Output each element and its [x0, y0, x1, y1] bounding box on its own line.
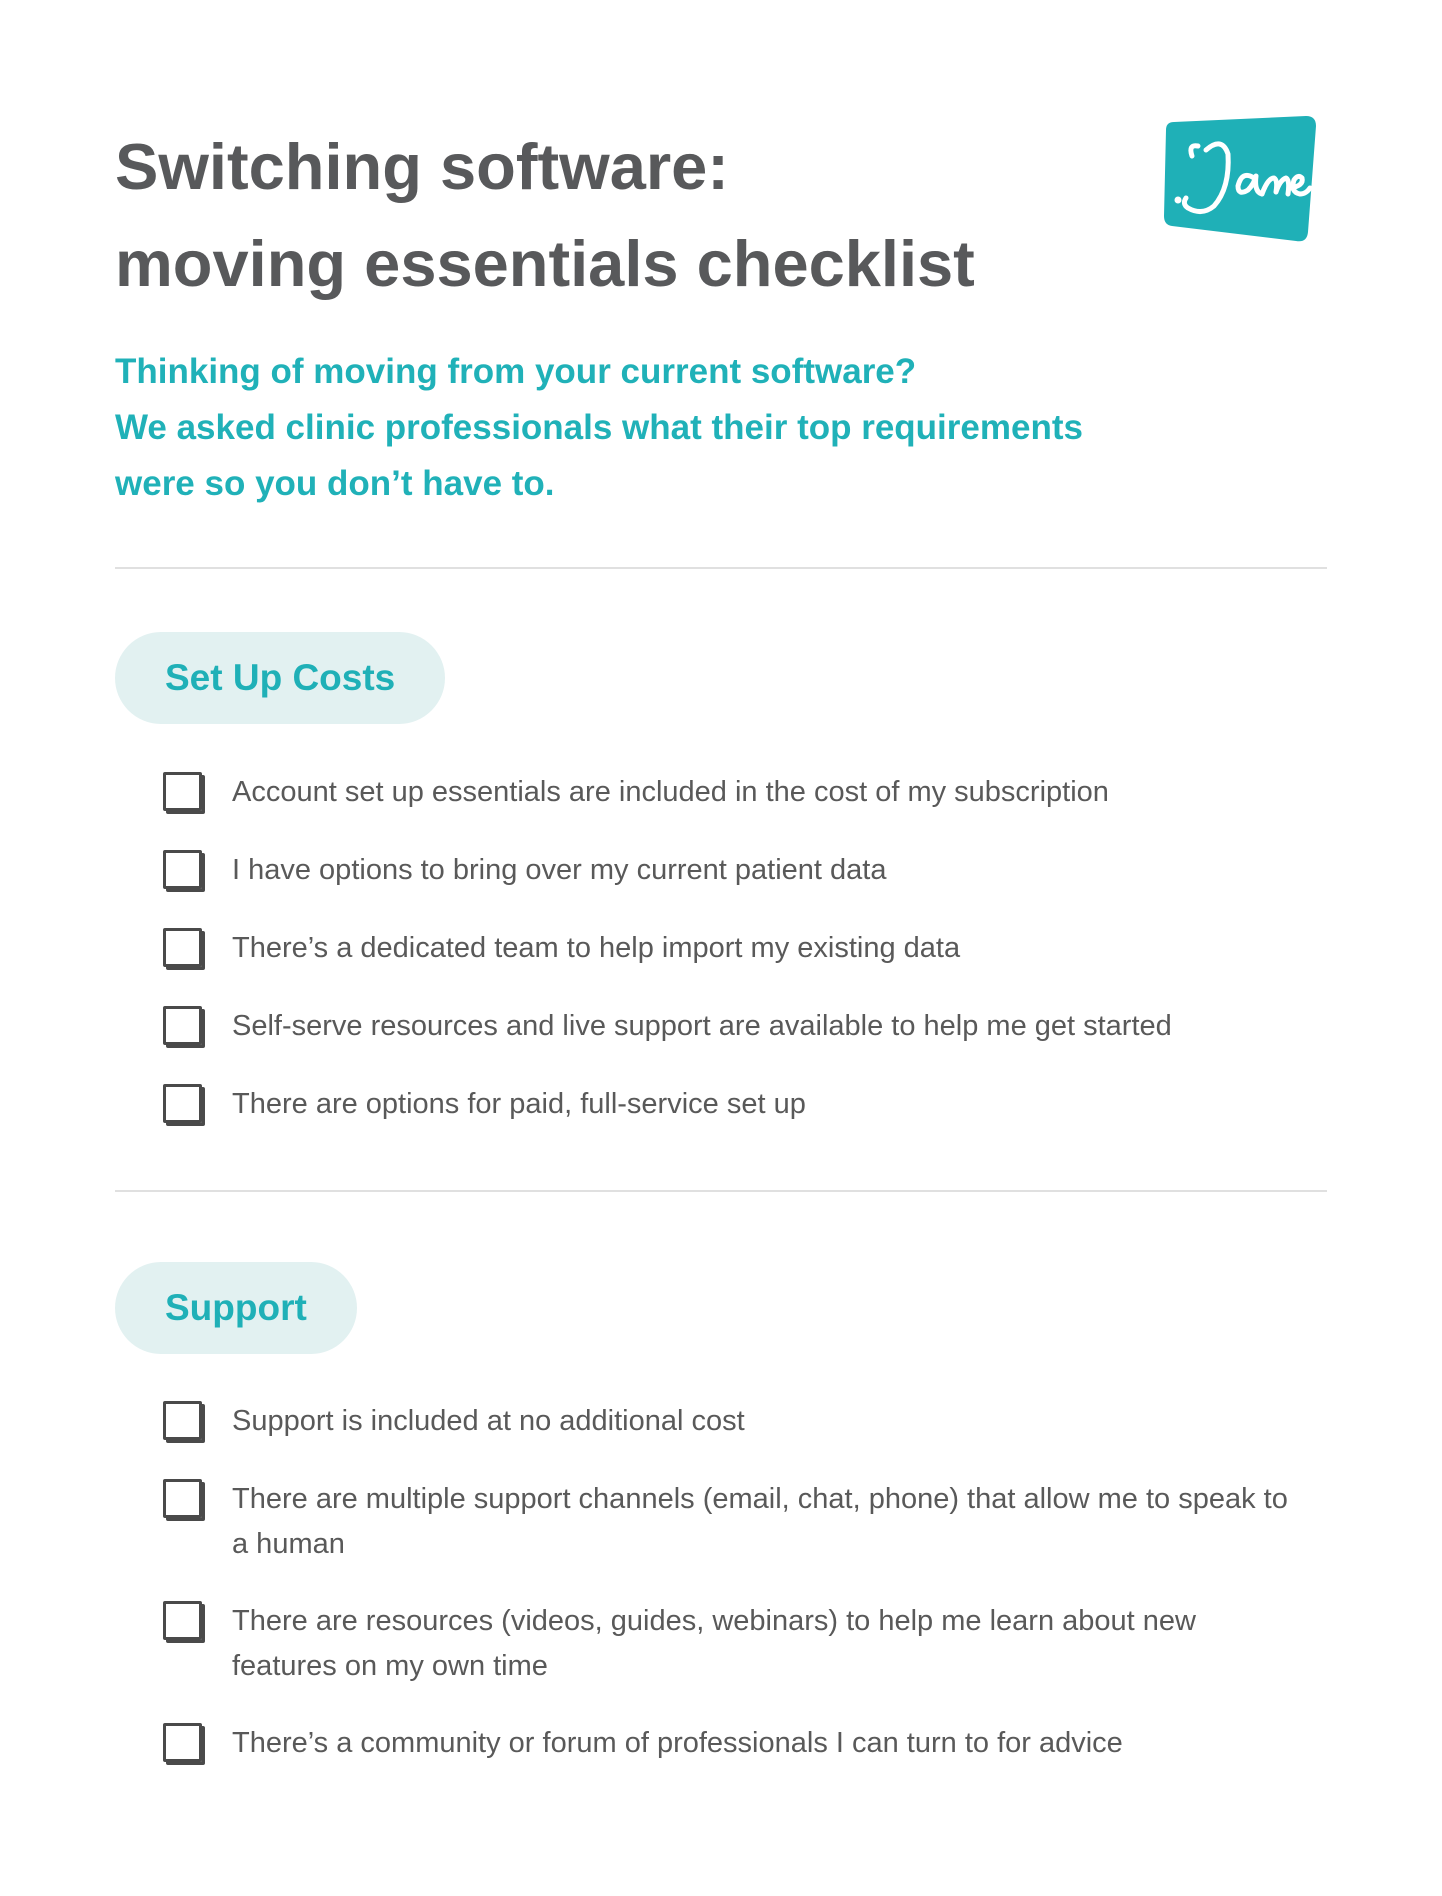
page-title	[115, 118, 1115, 312]
checklist-item-label: Self-serve resources and live support are available to help me get started	[232, 1010, 1172, 1042]
checklist-item-label: I have options to bring over my current patient data	[232, 854, 887, 886]
checklist-item	[163, 1721, 1323, 1766]
checklist-item	[163, 1082, 1323, 1127]
checkbox[interactable]	[163, 1084, 202, 1123]
checklist-item	[163, 1004, 1323, 1049]
jane-logo	[1158, 116, 1318, 244]
divider-middle	[115, 1190, 1327, 1192]
checkbox[interactable]	[163, 928, 202, 967]
checkbox[interactable]	[163, 1006, 202, 1045]
checklist-item-label: Account set up essentials are included in the cost of my subscription	[232, 776, 1109, 808]
checklist-item-label: Support is included at no additional cost	[232, 1405, 745, 1437]
checkbox[interactable]	[163, 1479, 202, 1518]
intro-line-3: were so you don’t have to.	[115, 464, 555, 503]
checkbox[interactable]	[163, 1601, 202, 1640]
checklist-item	[163, 1477, 1323, 1567]
checklist-item-label: There are multiple support channels (email, chat, phone) that allow me to speak to a human	[232, 1483, 1288, 1560]
checklist-item-label: There’s a dedicated team to help import my existing data	[232, 932, 961, 964]
checklist-item	[163, 848, 1323, 893]
title-line-1: Switching software:	[115, 130, 729, 203]
checkbox[interactable]	[163, 772, 202, 811]
checkbox[interactable]	[163, 850, 202, 889]
divider-top	[115, 567, 1327, 569]
checklist-item-label: There are resources (videos, guides, webinars) to help me learn about new features on my own time	[232, 1605, 1196, 1682]
intro-text	[115, 344, 1315, 512]
checklist-item	[163, 1399, 1323, 1444]
checklist-item	[163, 926, 1323, 971]
checklist-item-label: There’s a community or forum of professionals I can turn to for advice	[232, 1727, 1123, 1759]
checkbox[interactable]	[163, 1723, 202, 1762]
section-heading-support: Support	[115, 1262, 357, 1354]
checkbox[interactable]	[163, 1401, 202, 1440]
checklist-item	[163, 770, 1323, 815]
intro-line-1: Thinking of moving from your current software?	[115, 352, 917, 391]
checklist-item	[163, 1599, 1323, 1689]
section-heading-setup-costs: Set Up Costs	[115, 632, 445, 724]
intro-line-2: We asked clinic professionals what their top requirements	[115, 408, 1083, 447]
checklist-item-label: There are options for paid, full-service set up	[232, 1088, 806, 1120]
title-line-2: moving essentials checklist	[115, 227, 975, 300]
